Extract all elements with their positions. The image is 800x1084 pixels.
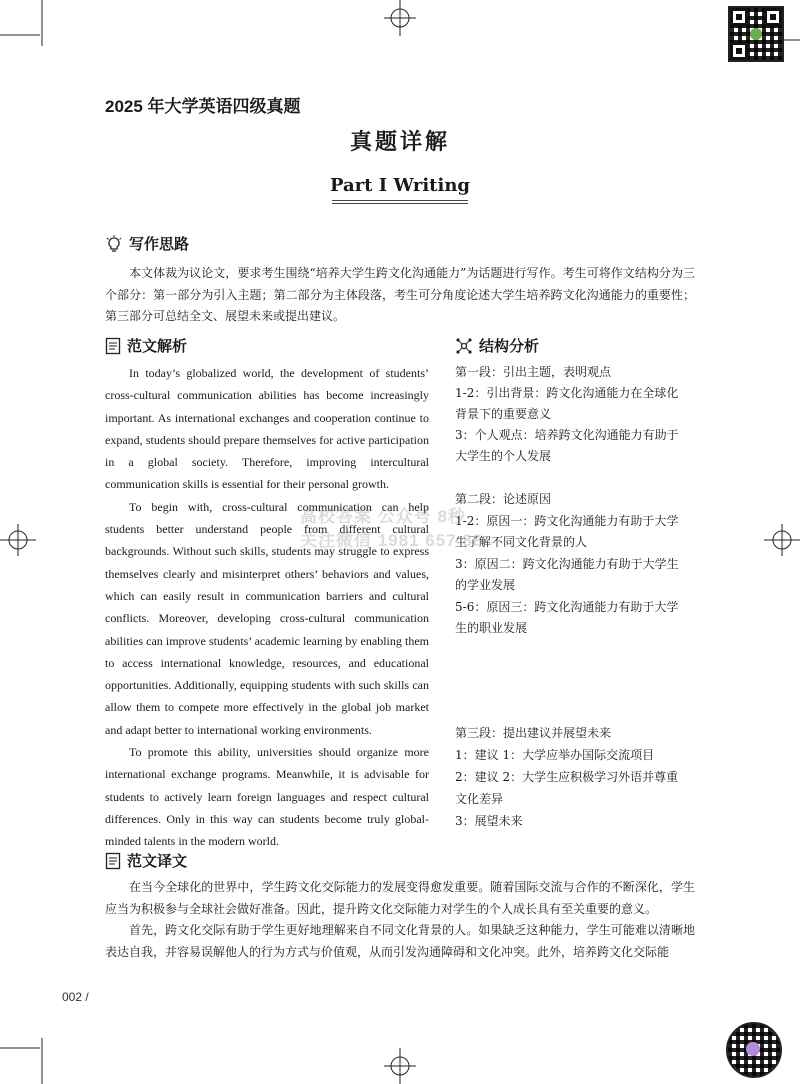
- sample-essay-heading-label: 范文解析: [127, 338, 188, 355]
- structure-line: 第一段：引出主题，表明观点: [455, 365, 612, 379]
- sample-paragraph-1: In today’s globalized world, the development of students’ cross-cultural communication abilities has become increasingly important. As international exchanges and cooperation continue to expand, students should prepare themselves for active participation in a global society. Therefore, improving intercultural communication skills is essential for their personal growth.: [105, 366, 429, 492]
- crop-marks-bottom-left-icon: [0, 1030, 70, 1084]
- structure-line: 5-6：原因三：跨文化沟通能力有助于大学: [455, 600, 679, 614]
- writing-ideas-heading-label: 写作思路: [129, 236, 190, 253]
- structure-line: 1-2：引出背景：跨文化沟通能力在全球化: [455, 386, 679, 400]
- network-icon: [455, 337, 473, 355]
- sample-essay: [105, 362, 429, 853]
- document-icon: [105, 337, 121, 355]
- qr-code-icon: [728, 6, 784, 62]
- part-title-underline: [332, 200, 468, 201]
- translation-heading: [105, 850, 187, 871]
- structure-line: 2：建议 2：大学生应积极学习外语并尊重: [455, 770, 679, 784]
- structure-line: 1-2：原因一：跨文化沟通能力有助于大学: [455, 514, 679, 528]
- lightbulb-icon: [105, 235, 123, 253]
- translation-heading-label: 范文译文: [127, 853, 188, 870]
- writing-ideas-paragraph: 本文体裁为议论文，要求考生围绕“培养大学生跨文化沟通能力”为话题进行写作。考生可将作文结构分为三个部分：第一部分为引入主题；第二部分为主体段落，考生可分角度论述大学生培养跨文化沟通能力的重要性；第三部分可总结全文、展望未来或提出建议。: [105, 266, 695, 323]
- sample-paragraph-2: To begin with, cross-cultural communication can help students better understand people from different cultural backgrounds. Without such skills, students may struggle to express themselves clearly and misinterpret others’ behaviors and values, which can easily result in communication barriers and cultural conflicts. Moreover, developing cross-cultural communication abilities can improve students’ academic learning by enabling them to access international knowledge, resources, and educational opportunities. Additionally, equipping students with such skills can allow them to compete more effectively in the global job market and adapt better to international working environments.: [105, 499, 429, 737]
- translation-paragraph-1: 在当今全球化的世界中，学生跨文化交际能力的发展变得愈发重要。随着国际交流与合作的不断深化，学生应当为积极参与全球社会做好准备。因此，提升跨文化交际能力对学生的个人成长具有至关重要的意义。: [105, 880, 695, 916]
- watermark-line: 高校答案 公众号 8秒: [300, 507, 466, 526]
- watermark-line: 关注微信 1981 657 88: [300, 531, 484, 550]
- part-title-underline-second: [332, 203, 468, 204]
- exam-title: 2025 年大学英语四级真题: [105, 97, 301, 116]
- sample-essay-heading: [105, 335, 187, 356]
- structure-line: 的学业发展: [455, 578, 516, 592]
- registration-target-bottom-icon: [380, 1044, 420, 1084]
- page-number: 002 /: [62, 990, 89, 1004]
- writing-ideas-heading: [105, 233, 189, 254]
- structure-line: 1：建议 1：大学应举办国际交流项目: [455, 748, 655, 762]
- part-title: Part I Writing: [329, 175, 471, 196]
- structure-analysis-heading: [455, 335, 539, 356]
- crop-marks-top-left-icon: [0, 0, 70, 50]
- structure-line: 生了解不同文化背景的人: [455, 535, 588, 549]
- structure-line: 大学生的个人发展: [455, 449, 552, 463]
- translation-paragraph-2: 首先，跨文化交际有助于学生更好地理解来自不同文化背景的人。如果缺乏这种能力，学生可能难以清晰地表达自我，并容易误解他人的行为方式与价值观，从而引发沟通障碍和文化冲突。此外，培养跨文化交际能: [105, 923, 695, 959]
- document-icon: [105, 852, 121, 870]
- sample-paragraph-3: To promote this ability, universities should organize more international exchange programs. Meanwhile, it is advisable for students to actively learn foreign languages and respect cultural differences. Only in this way can students become truly global-minded talents in the modern world.: [105, 745, 429, 849]
- registration-target-right-icon: [760, 520, 800, 560]
- structure-line: 文化差异: [455, 792, 504, 806]
- page-title: 真题详解: [349, 129, 450, 155]
- qr-code-bottom-icon: [726, 1022, 782, 1078]
- structure-line: 第三段：提出建议并展望未来: [455, 726, 612, 740]
- structure-analysis-heading-label: 结构分析: [479, 338, 540, 355]
- structure-line: 3：个人观点：培养跨文化沟通能力有助于: [455, 428, 679, 442]
- structure-line: 背景下的重要意义: [455, 407, 552, 421]
- structure-line: 3：展望未来: [455, 814, 523, 828]
- structure-line: 生的职业发展: [455, 621, 528, 635]
- structure-line: 3：原因二：跨文化沟通能力有助于大学生: [455, 557, 679, 571]
- registration-target-top-icon: [380, 0, 420, 40]
- registration-target-left-icon: [0, 520, 40, 560]
- structure-line: 第二段：论述原因: [455, 492, 552, 506]
